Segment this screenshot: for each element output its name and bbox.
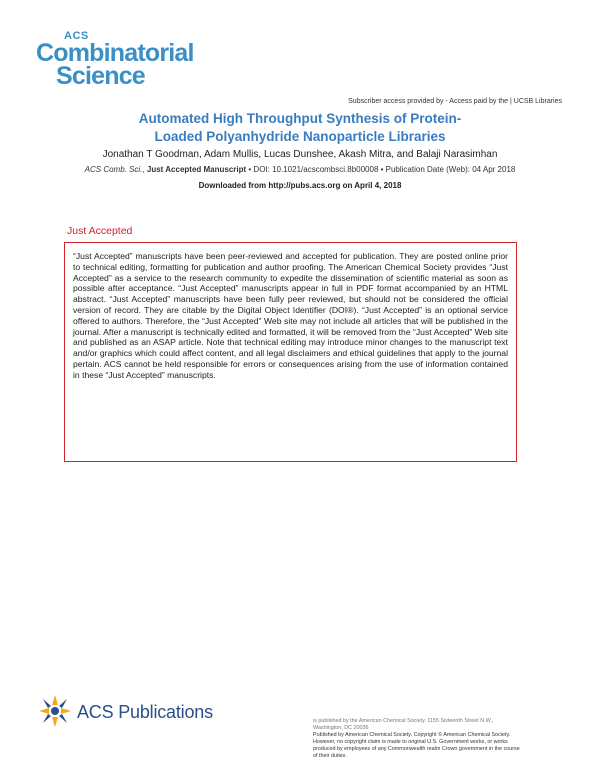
footer-line: Washington, DC 20036 <box>313 725 369 731</box>
article-title-line1: Automated High Throughput Synthesis of Protein- <box>138 111 462 126</box>
just-accepted-notice-text: “Just Accepted” manuscripts have been peer-reviewed and accepted for publication. They are posted online prior to technical editing, formatting for publication and author proofing. The American Chemical Society provides “Just Accepted” as a service to the research community to expedite the dissemination of scientific material as soon as possible after acceptance. “Just Accepted” manuscripts appear in full in PDF format accompanied by an HTML abstract. “Just Accepted” manuscripts have been fully peer reviewed, but should not be considered the official version of record. They are citable by the Digital Object Identifier (DOI®). “Just Accepted” is an optional service offered to authors. Therefore, the “Just Accepted” Web site may not include all articles that will be published in the journal. After a manuscript is technically edited and formatted, it will be removed from the “Just Accepted” Web site and published as an ASAP article. Note that technical editing may introduce minor changes to the manuscript text and/or graphics which could affect content, and all legal disclaimers and ethical guidelines that apply to the journal pertain. ACS cannot be held responsible for errors or consequences arising from the use of information contained in these “Just Accepted” manuscripts. <box>73 251 508 380</box>
journal-logo-name-line1: Combinatorial <box>36 39 194 67</box>
article-authors: Jonathan T Goodman, Adam Mullis, Lucas Dunshee, Akash Mitra, and Balaji Narasimhan <box>102 149 498 160</box>
article-title <box>0 110 600 146</box>
footer-line: However, no copyright claim is made to original U.S. Government works, or works <box>313 739 508 745</box>
footer-line: of their duties. <box>313 753 347 759</box>
footer-line: Published by American Chemical Society. Copyright © American Chemical Society. <box>313 732 511 738</box>
just-accepted-heading: Just Accepted <box>67 225 133 237</box>
citation-status: Just Accepted Manuscript <box>146 165 247 174</box>
just-accepted-notice-box <box>64 242 517 462</box>
acs-publications-logo <box>37 694 237 730</box>
journal-logo <box>36 30 236 90</box>
footer-line: is published by the American Chemical Society. 1155 Sixteenth Street N.W., <box>313 718 494 724</box>
citation-journal: ACS Comb. Sci. <box>84 165 143 174</box>
acs-publications-wordmark: ACS Publications <box>77 702 213 722</box>
journal-logo-acs: ACS <box>64 30 89 42</box>
article-citation: ACS Comb. Sci., Just Accepted Manuscript • DOI: 10.1021/acscombsci.8b00008 • Publication Date (Web): 04 Apr 2018 <box>84 165 516 174</box>
footer-line: produced by employees of any Commonwealth realm Crown government in the course <box>313 746 520 752</box>
citation-details: • DOI: 10.1021/acscombsci.8b00008 • Publication Date (Web): 04 Apr 2018 <box>248 165 516 174</box>
publisher-footer <box>313 718 573 760</box>
subscriber-note: Subscriber access provided by - Access paid by the | UCSB Libraries <box>348 98 562 105</box>
acs-publications-emblem-icon <box>37 694 73 728</box>
article-title-line2: Loaded Polyanhydride Nanoparticle Libraries <box>154 129 446 144</box>
journal-logo-name-line2: Science <box>56 62 145 90</box>
download-note: Downloaded from http://pubs.acs.org on April 4, 2018 <box>198 181 402 190</box>
